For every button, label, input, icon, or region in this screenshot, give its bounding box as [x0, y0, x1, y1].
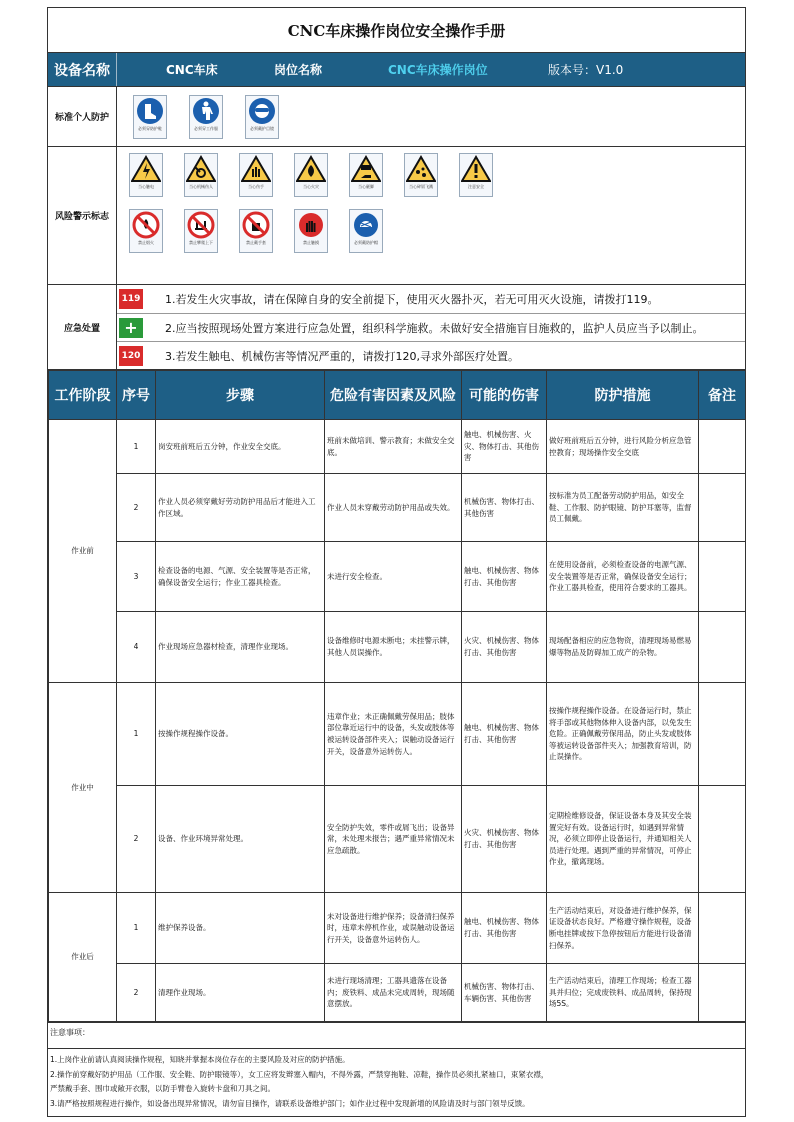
- header-step: 步骤: [156, 371, 325, 420]
- table-row: [49, 964, 746, 1022]
- notes-body: [48, 1048, 745, 1116]
- header-measure: 防护措施: [547, 371, 699, 420]
- header-harm: 可能的伤害: [462, 371, 547, 420]
- prohibition-sign: [239, 209, 273, 253]
- no-touch-icon: [297, 211, 325, 239]
- emergency-text: 1.若发生火灾事故，请在保障自身的安全前提下，使用灭火器扑灭，若无可用灭火设施，请拨打119。: [165, 293, 659, 306]
- emergency-text: 2.应当按照现场处置方案进行应急处置，组织科学施救。未做好安全措施盲目施救的，监护人员应当予以制止。: [165, 321, 704, 335]
- warning-sign: [459, 153, 493, 197]
- step-cell: 作业人员必须穿戴好劳动防护用品后才能进入工作区域。: [156, 474, 325, 542]
- safety-manual-sheet: [47, 7, 746, 1117]
- note-cell: [699, 683, 746, 786]
- ambulance-120-icon: 120: [119, 346, 143, 366]
- sign-caption: 禁止烟火: [138, 240, 154, 245]
- sign-caption: 当心机械伤人: [189, 184, 213, 189]
- warning-signs-row-2: [129, 209, 493, 253]
- work-clothes-icon: [192, 97, 220, 125]
- sign-caption: 当心碎屑飞溅: [409, 184, 433, 189]
- note-cell: [699, 786, 746, 893]
- note-line: 1.上岗作业前请认真阅读操作规程，知晓并掌握本岗位存在的主要风险及对应的防护措施。: [50, 1055, 350, 1064]
- ppe-label: 标准个人防护: [48, 87, 117, 146]
- sign-caption: 必须穿防护鞋: [138, 125, 162, 131]
- emergency-label: 应急处置: [48, 285, 117, 369]
- safety-boots-icon: [136, 97, 164, 125]
- notes-heading: 注意事项：: [48, 1022, 745, 1048]
- number-cell: 1: [117, 893, 156, 964]
- post-name-label: 岗位名称: [274, 63, 323, 77]
- harm-cell: 触电、机械伤害、物体打击、其他伤害: [462, 683, 547, 786]
- number-cell: 1: [117, 420, 156, 474]
- device-name-value: CNC车床: [166, 63, 218, 77]
- table-row: [49, 893, 746, 964]
- warning-signs-row: [48, 147, 745, 285]
- note-cell: [699, 542, 746, 612]
- hazard-cell: 未进行现场清理；工器具遗落在设备内；废铁料、成品未完成周转，现场随意摆放。: [325, 964, 462, 1022]
- warning-sign: [404, 153, 438, 197]
- foot-crush-warning-icon: [351, 155, 381, 183]
- note-line: 3.请严格按照规程进行操作，如设备出现异常情况，请勿盲目操作，请联系设备维护部门；如作业过程中发现新增的风险请及时与部门领导反馈。: [50, 1098, 530, 1108]
- number-cell: 2: [117, 964, 156, 1022]
- measure-cell: 现场配备相应的应急物资，清理现场易燃易爆等物品及防碍加工成产的杂物。: [547, 612, 699, 683]
- emergency-line: [117, 313, 745, 341]
- hazard-cell: 违章作业；未正确佩戴劳保用品；肢体部位靠近运行中的设备，头发或肢体等被运转设备部件夹入；误触动设备运行开关，设备意外运转伤人。: [325, 683, 462, 786]
- table-row: [49, 420, 746, 474]
- ppe-signs: [117, 87, 279, 146]
- warning-sign: [239, 153, 273, 197]
- hazard-cell: 班前未做培训、警示教育；未做安全交底。: [325, 420, 462, 474]
- hazard-cell: 作业人员未穿戴劳动防护用品或失效。: [325, 474, 462, 542]
- warning-signs: [117, 147, 493, 284]
- table-row: [49, 683, 746, 786]
- sign-caption: 当心火灾: [303, 184, 319, 189]
- step-cell: 清理作业现场。: [156, 964, 325, 1022]
- harm-cell: 机械伤害、物体打击、其他伤害: [462, 474, 547, 542]
- electric-shock-warning-icon: [131, 155, 161, 183]
- table-row: [49, 542, 746, 612]
- emergency-line: [117, 285, 745, 313]
- emergency-text: 3.若发生触电、机械伤害等情况严重的，请拨打120,寻求外部医疗处置。: [165, 349, 519, 363]
- page-title: CNC车床操作岗位安全操作手册: [48, 8, 745, 53]
- hand-injury-warning-icon: [241, 155, 271, 183]
- emergency-row: [48, 285, 745, 370]
- emergency-lines: [117, 285, 745, 369]
- fire-warning-icon: [296, 155, 326, 183]
- sign-caption: 必须戴防护帽: [354, 240, 378, 245]
- fire-119-icon: 119: [119, 289, 143, 309]
- hazard-cell: 未进行安全检查。: [325, 542, 462, 612]
- work-clothes-sign: [189, 95, 223, 139]
- mandatory-sign: [349, 209, 383, 253]
- warning-signs-row-1: [129, 153, 493, 197]
- measure-cell: 在使用设备前，必须检查设备的电源气源、安全装置等是否正常，确保设备安全运行；作业工器具检查，使用符合要求的工器具。: [547, 542, 699, 612]
- harm-cell: 触电、机械伤害、物体打击、其他伤害: [462, 542, 547, 612]
- debris-warning-icon: [406, 155, 436, 183]
- header-number: 序号: [117, 371, 156, 420]
- harm-cell: 机械伤害、物体打击、车辆伤害、其他伤害: [462, 964, 547, 1022]
- note-cell: [699, 612, 746, 683]
- wear-hairnet-icon: [352, 211, 380, 239]
- sign-caption: 当心伤手: [248, 184, 264, 189]
- measure-cell: 按标准为员工配备劳动防护用品，如安全鞋、工作服、防护眼镜、防护耳塞等，监督员工佩戴。: [547, 474, 699, 542]
- prohibition-sign: [184, 209, 218, 253]
- measure-cell: 定期检维修设备，保证设备本身及其安全装置完好有效。设备运行时，如遇到异常情况，必须立即停止设备运行，并通知相关人员进行处理。遇到严重的异常情况，可停止作业，撤离现场。: [547, 786, 699, 893]
- warning-sign: [129, 153, 163, 197]
- version-number: 版本号：V1.0: [548, 63, 624, 77]
- sign-caption: 当心砸脚: [358, 184, 374, 189]
- stage-cell: 作业前: [49, 420, 117, 683]
- general-warning-icon: [461, 155, 491, 183]
- header-note: 备注: [699, 371, 746, 420]
- measure-cell: 生产活动结束后，对设备进行维护保养，保证设备状态良好。严格遵守操作规程，设备断电挂牌或按下急停按钮后方能进行设备清扫保养。: [547, 893, 699, 964]
- sign-caption: 必须戴护目镜: [250, 125, 274, 131]
- no-gloves-icon: [242, 211, 270, 239]
- header-hazard: 危险有害因素及风险: [325, 371, 462, 420]
- safety-goggles-sign: [245, 95, 279, 139]
- table-row: [49, 474, 746, 542]
- warning-sign: [184, 153, 218, 197]
- number-cell: 1: [117, 683, 156, 786]
- table-header-row: [49, 371, 746, 420]
- safety-boots-sign: [133, 95, 167, 139]
- number-cell: 3: [117, 542, 156, 612]
- number-cell: 4: [117, 612, 156, 683]
- no-climbing-icon: [187, 211, 215, 239]
- first-aid-icon: +: [119, 318, 143, 338]
- harm-cell: 触电、机械伤害、物体打击、其他伤害: [462, 893, 547, 964]
- sign-caption: 禁止触摸: [303, 240, 319, 245]
- table-row: [49, 786, 746, 893]
- safety-goggles-icon: [248, 97, 276, 125]
- sign-caption: 当心触电: [138, 184, 154, 189]
- step-cell: 设备、作业环境异常处理。: [156, 786, 325, 893]
- stage-cell: 作业中: [49, 683, 117, 893]
- device-name-label: 设备名称: [48, 53, 117, 86]
- measure-cell: 做好班前班后五分钟，进行风险分析应急管控教育；现场操作安全交底: [547, 420, 699, 474]
- mechanical-injury-warning-icon: [186, 155, 216, 183]
- harm-cell: 火灾、机械伤害、物体打击、其他伤害: [462, 612, 547, 683]
- step-cell: 岗安班前班后五分钟，作业安全交底。: [156, 420, 325, 474]
- stage-cell: 作业后: [49, 893, 117, 1022]
- sign-caption: 必须穿工作服: [194, 125, 218, 131]
- note-cell: [699, 420, 746, 474]
- harm-cell: 触电、机械伤害、火灾、物体打击、其他伤害: [462, 420, 547, 474]
- table-row: [49, 612, 746, 683]
- measure-cell: 生产活动结束后，清理工作现场；检查工器具并归位；完成废铁料、成品周转，保持现场5S。: [547, 964, 699, 1022]
- no-fire-icon: [132, 211, 160, 239]
- hazard-cell: 安全防护失效，零件或屑飞出；设备异常，未处理未报告；遇严重异常情况未应急疏散。: [325, 786, 462, 893]
- ppe-row: [48, 87, 745, 147]
- post-name-value: CNC车床操作岗位: [388, 63, 488, 77]
- warning-signs-label: 风险警示标志: [48, 147, 117, 284]
- risk-table: [48, 370, 746, 1022]
- prohibition-sign: [294, 209, 328, 253]
- note-cell: [699, 893, 746, 964]
- number-cell: 2: [117, 474, 156, 542]
- hazard-cell: 未对设备进行维护保养；设备清扫保养时，违章未停机作业，或误触动设备运行开关，设备意外运转伤人。: [325, 893, 462, 964]
- hazard-cell: 设备维修时电源未断电；未挂警示牌，其他人员误操作。: [325, 612, 462, 683]
- step-cell: 检查设备的电源、气源、安全装置等是否正常，确保设备安全运行；作业工器具检查。: [156, 542, 325, 612]
- sign-caption: 注意安全: [468, 184, 484, 189]
- header-stage: 工作阶段: [49, 371, 117, 420]
- note-cell: [699, 964, 746, 1022]
- step-cell: 作业现场应急器材检查，清理作业现场。: [156, 612, 325, 683]
- harm-cell: 火灾、机械伤害、物体打击、其他伤害: [462, 786, 547, 893]
- step-cell: 维护保养设备。: [156, 893, 325, 964]
- info-bar: [48, 53, 745, 87]
- sign-caption: 禁止戴手套: [246, 240, 266, 245]
- sign-caption: 禁止攀爬上下: [189, 240, 213, 245]
- emergency-line: [117, 341, 745, 369]
- step-cell: 按操作规程操作设备。: [156, 683, 325, 786]
- note-cell: [699, 474, 746, 542]
- measure-cell: 按操作规程操作设备。在设备运行时，禁止将手部或其他物体伸入设备内部，以免发生危险。正确佩戴劳保用品，防止头发或肢体等被运转设备部件夹入；加强教育培训，防止误操作。: [547, 683, 699, 786]
- warning-sign: [349, 153, 383, 197]
- warning-sign: [294, 153, 328, 197]
- note-line: 严禁戴手套、围巾或敞开衣服，以防手臂卷入旋转卡盘和刀具之间。: [50, 1084, 275, 1094]
- number-cell: 2: [117, 786, 156, 893]
- prohibition-sign: [129, 209, 163, 253]
- note-line: 2.操作前穿戴好防护用品（工作服、安全鞋、防护眼镜等），女工应将发辫塞入帽内，不得外露，严禁穿拖鞋、凉鞋，操作员必须扎紧袖口，束紧衣襟，: [50, 1069, 549, 1079]
